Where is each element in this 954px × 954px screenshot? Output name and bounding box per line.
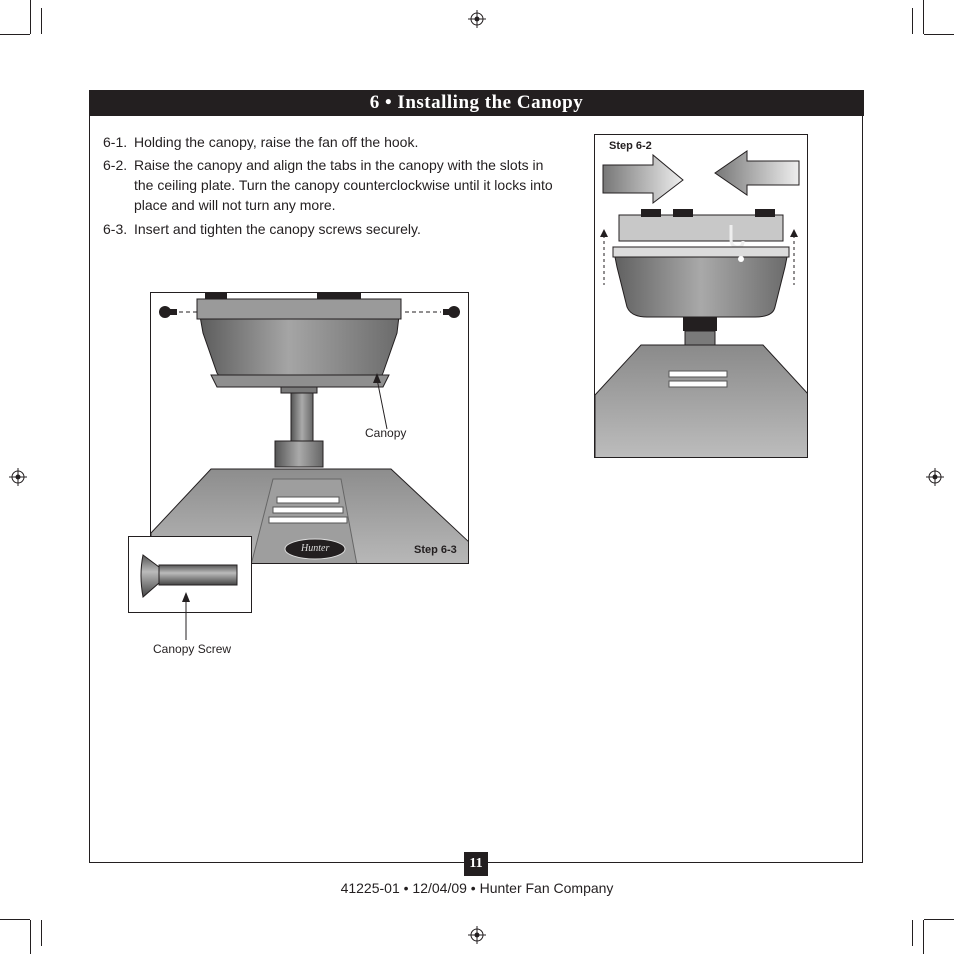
page-number: 11 [464,852,488,876]
crop-mark [923,0,924,34]
crop-mark [30,920,31,954]
rotate-left-arrow-icon [715,151,799,195]
rotate-right-arrow-icon [603,155,683,203]
step-6-2-illustration [595,135,808,458]
step-number: 6-2. [103,157,128,173]
crop-mark [923,920,924,954]
registration-mark-icon [468,10,486,28]
crop-mark [0,919,30,920]
footer-text: 41225-01 • 12/04/09 • Hunter Fan Company [340,880,614,896]
crop-mark [924,919,954,920]
crop-mark [924,34,954,35]
crop-mark [0,34,30,35]
crop-mark [41,8,42,34]
crop-mark [30,0,31,34]
crop-mark [912,920,913,946]
step-text: Holding the canopy, raise the fan off the hook. [134,134,419,150]
figure-label: Step 6-2 [609,140,652,152]
registration-mark-icon [9,468,27,486]
section-title: 6 • Installing the Canopy [89,90,864,116]
crop-mark [912,8,913,34]
step-number: 6-3. [103,221,128,237]
registration-mark-icon [926,468,944,486]
step-6-3-illustration [151,293,469,564]
canopy-screw-callout: Canopy Screw [153,642,232,656]
step-number: 6-1. [103,134,128,150]
figure-step-6-2 [594,134,808,458]
step-text: Insert and tighten the canopy screws securely. [134,221,421,237]
brand-logo: Hunter [301,543,330,554]
figure-step-6-3 [150,292,469,564]
figure-label: Step 6-3 [414,544,457,556]
screw-callout-arrow-icon [180,592,192,642]
step-text: Raise the canopy and align the tabs in the canopy with the slots in the ceiling plate. Turn the canopy counterclockwise until it locks into place and will not turn any more. [134,157,553,213]
crop-mark [41,920,42,946]
canopy-callout: Canopy [365,426,407,440]
registration-mark-icon [468,926,486,944]
